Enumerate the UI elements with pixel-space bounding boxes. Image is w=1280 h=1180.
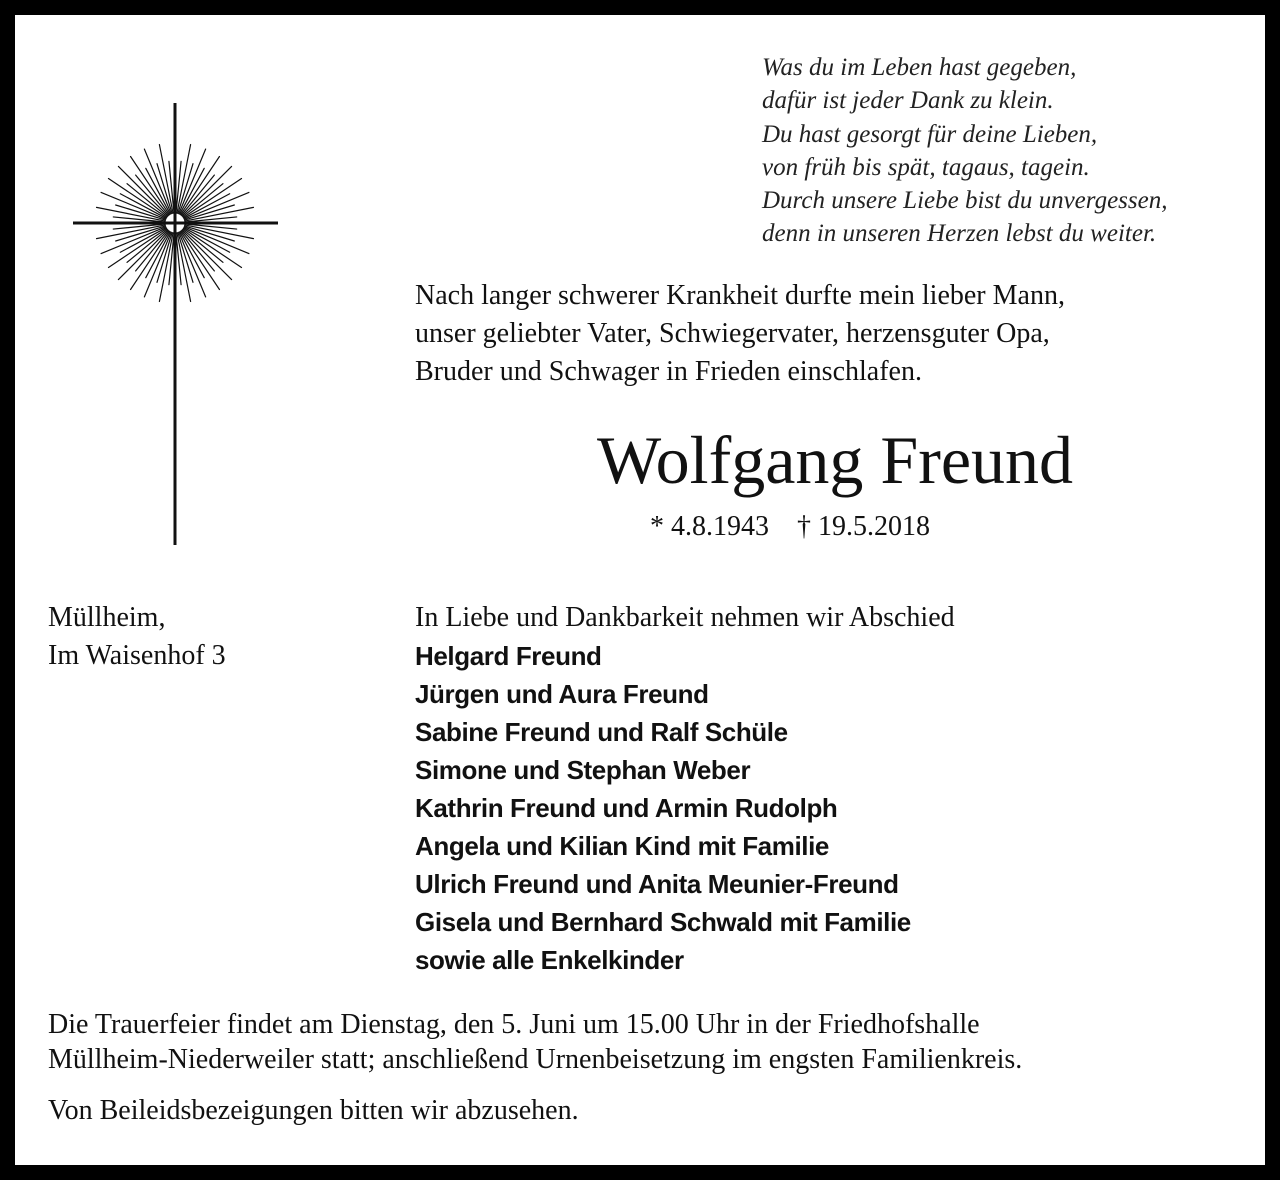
mourner-name: Jürgen und Aura Freund bbox=[415, 679, 709, 709]
announcement-line: Nach langer schwerer Krankheit durfte mein lieber Mann, bbox=[415, 280, 1065, 311]
cross-with-rays-icon bbox=[73, 103, 278, 545]
announcement-line: unser geliebter Vater, Schwiegervater, herzensguter Opa, bbox=[415, 318, 1050, 349]
address-line: Müllheim, bbox=[48, 602, 166, 633]
mourner-name: Helgard Freund bbox=[415, 641, 602, 671]
death-date: † 19.5.2018 bbox=[797, 511, 930, 542]
poem-line: dafür ist jeder Dank zu klein. bbox=[762, 87, 1054, 115]
poem-line: denn in unseren Herzen lebst du weiter. bbox=[762, 220, 1157, 248]
birth-date: * 4.8.1943 bbox=[650, 511, 769, 542]
poem-line: Du hast gesorgt für deine Lieben, bbox=[762, 120, 1098, 148]
deceased-name: Wolfgang Freund bbox=[596, 422, 1074, 498]
funeral-service-info bbox=[48, 1007, 1022, 1077]
announcement-line: Bruder und Schwager in Frieden einschlafen. bbox=[415, 356, 922, 387]
poem-line: von früh bis spät, tagaus, tagein. bbox=[762, 153, 1090, 181]
mourner-name: Kathrin Freund und Armin Rudolph bbox=[415, 793, 838, 823]
address-line: Im Waisenhof 3 bbox=[48, 640, 226, 671]
condolence-note: Von Beileidsbezeigungen bitten wir abzusehen. bbox=[48, 1095, 579, 1126]
life-dates bbox=[650, 509, 930, 545]
poem-line: Durch unsere Liebe bist du unvergessen, bbox=[762, 187, 1168, 215]
mourner-name: sowie alle Enkelkinder bbox=[415, 945, 684, 975]
mourners-list bbox=[415, 637, 911, 979]
mourner-name: Sabine Freund und Ralf Schüle bbox=[415, 717, 788, 747]
mourner-name: Angela und Kilian Kind mit Familie bbox=[415, 831, 829, 861]
poem-line: Was du im Leben hast gegeben, bbox=[762, 54, 1077, 81]
service-line: Die Trauerfeier findet am Dienstag, den 5. Juni um 15.00 Uhr in der Friedhofshalle bbox=[48, 1009, 980, 1040]
farewell-intro: In Liebe und Dankbarkeit nehmen wir Abschied bbox=[415, 602, 955, 633]
mourner-name: Simone und Stephan Weber bbox=[415, 755, 751, 785]
service-line: Müllheim-Niederweiler statt; anschließend Urnenbeisetzung im engsten Familienkreis. bbox=[48, 1044, 1023, 1075]
mourner-name: Ulrich Freund und Anita Meunier-Freund bbox=[415, 869, 899, 899]
mourner-name: Gisela und Bernhard Schwald mit Familie bbox=[415, 907, 911, 937]
poem bbox=[762, 51, 1167, 251]
obituary-notice bbox=[15, 15, 1265, 1165]
address bbox=[48, 599, 226, 675]
announcement-text bbox=[415, 277, 1065, 391]
